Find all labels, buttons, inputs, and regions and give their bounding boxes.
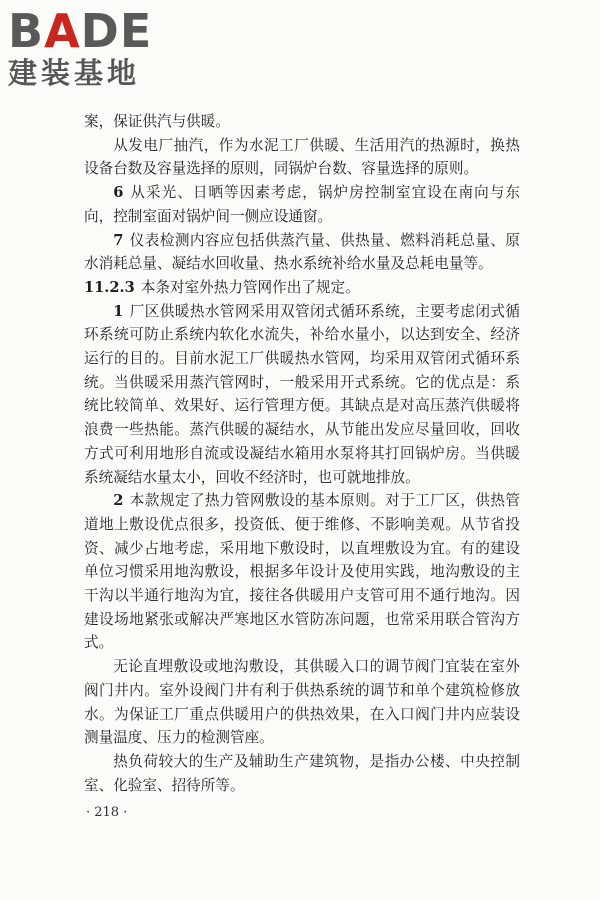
- paragraph-text: 厂区供暖热水管网采用双管闭式循环系统，主要考虑闭式循环系统可防止系统内软化水流失，补给水量小，以达到安全、经济运行的目的。目前水泥工厂供暖热水管网，均采用双管闭式循环系统。当供暖采用蒸汽管网时，一般采用开式系统。它的优点是：系统比较简单、效果好、运行管理方便。其缺点是对高压蒸汽供暖将浪费一些热能。蒸汽供暖的凝结水，从节能出发应尽量回收，回收方式可利用地形自流或设凝结水箱用水泵将其打回锅炉房。当供暖系统凝结水量太小，回收不经济时，也可就地排放。: [84, 302, 520, 486]
- logo-letter-e: E: [119, 4, 153, 58]
- paragraph-text: 本条对室外热力管网作出了规定。: [140, 278, 360, 296]
- logo-letter-d: D: [80, 4, 120, 58]
- paragraph-text: 从采光、日晒等因素考虑，锅炉房控制室宜设在南向与东向，控制室面对锅炉间一侧应设通窗。: [84, 184, 520, 225]
- paragraph-text: 无论直埋敷设或地沟敷设，其供暖入口的调节阀门宜装在室外阀门井内。室外设阀门井有利于供热系统的调节和单个建筑检修放水。为保证工厂重点供暖用户的供热效果，在入口阀门井内应装设测量温度、压力的检测管座。: [84, 658, 520, 747]
- paragraph: [84, 181, 520, 228]
- bade-logo: [8, 4, 178, 90]
- paragraph: [84, 489, 520, 655]
- document-body: [84, 110, 520, 797]
- paragraph: [84, 134, 520, 181]
- item-number: 1: [113, 302, 124, 320]
- item-number: 2: [113, 492, 124, 510]
- section-number: 11.2.3: [84, 278, 135, 296]
- logo-subtitle: 建装基地: [8, 56, 141, 90]
- paragraph-text: 案，保证供汽与供暖。: [84, 113, 230, 130]
- paragraph: [84, 276, 520, 300]
- item-number: 7: [113, 231, 124, 249]
- paragraph: [84, 229, 520, 276]
- logo-letter-b: B: [8, 4, 45, 58]
- paragraph: [84, 300, 520, 490]
- paragraph-text: 热负荷较大的生产及辅助生产建筑物，是指办公楼、中央控制室、化验室、招待所等。: [84, 752, 520, 794]
- logo-letter-a: A: [44, 4, 81, 58]
- paragraph: [84, 655, 520, 750]
- logo-wordmark: [8, 4, 178, 58]
- paragraph: [84, 750, 520, 797]
- page-number: · 218 ·: [86, 805, 128, 820]
- paragraph-text: 从发电厂抽汽，作为水泥工厂供暖、生活用汽的热源时，换热设备台数及容量选择的原则，同锅炉台数、容量选择的原则。: [84, 136, 520, 178]
- paragraph-text: 本款规定了热力管网敷设的基本原则。对于工厂区，供热管道地上敷设优点很多，投资低、便于维修、不影响美观。从节省投资、减少占地考虑，采用地下敷设时，以直埋敷设为宜。有的建设单位习惯采用地沟敷设，根据多年设计及使用实践，地沟敷设的主干沟以半通行地沟为宜，接往各供暖用户支管可用不通行地沟。因建设场地紧张或解决严寒地区水管防冻问题，也常采用联合管沟方式。: [84, 492, 520, 652]
- paragraph-text: 仪表检测内容应包括供蒸汽量、供热量、燃料消耗总量、原水消耗总量、凝结水回收量、热水系统补给水量及总耗电量等。: [84, 231, 520, 273]
- item-number: 6: [113, 184, 124, 202]
- paragraph: [84, 110, 520, 134]
